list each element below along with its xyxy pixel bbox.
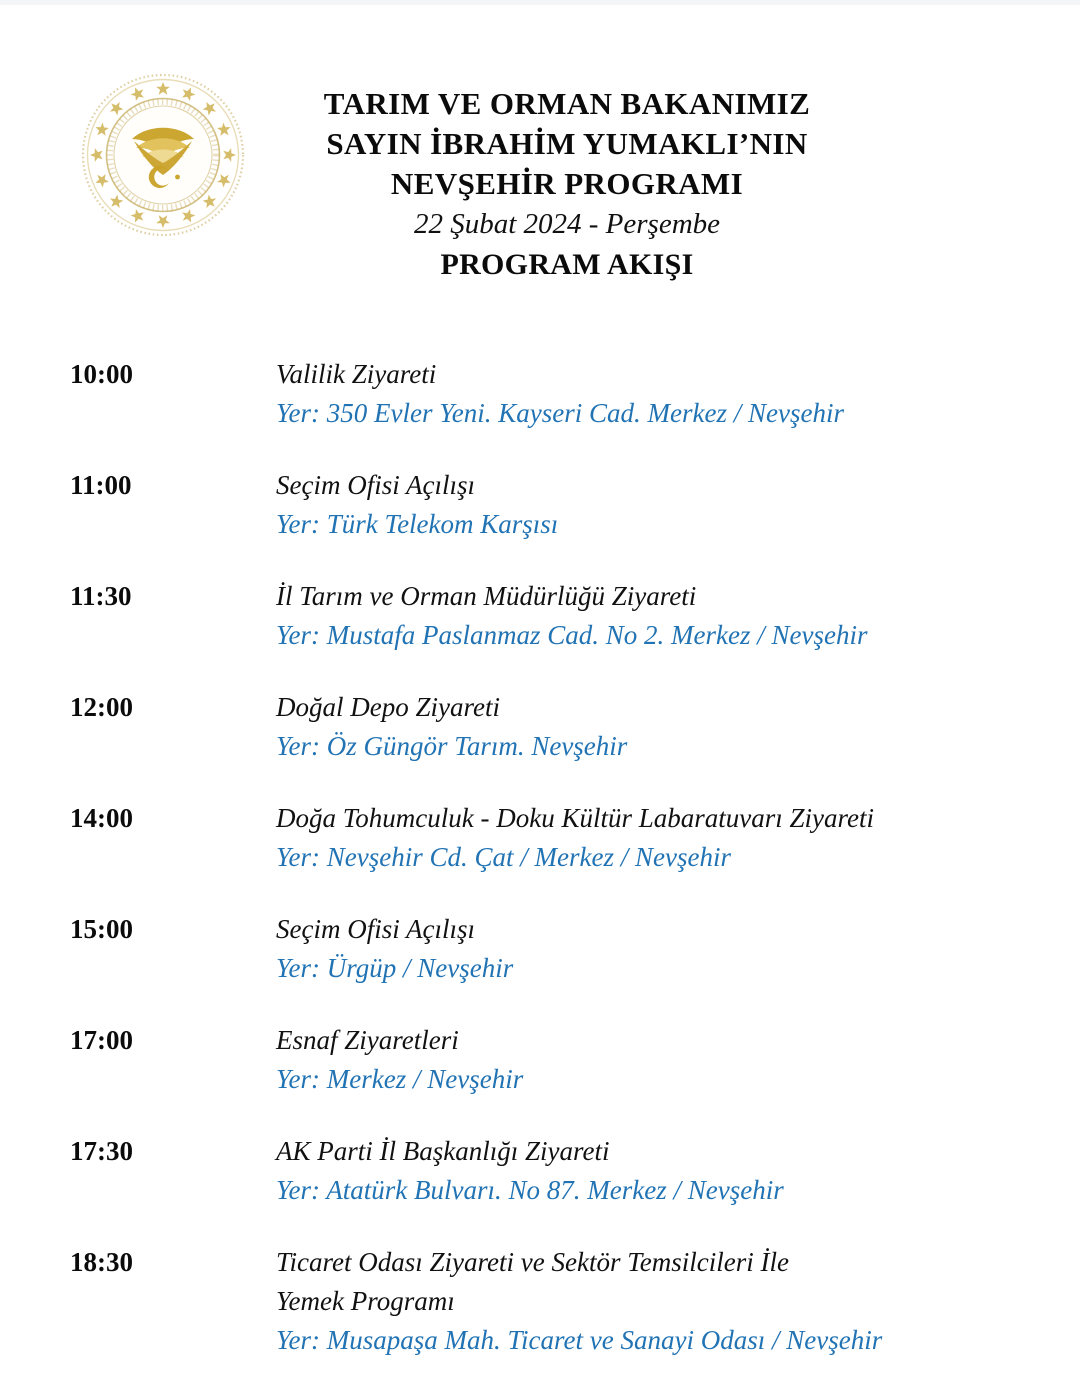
row-body <box>276 688 1080 766</box>
schedule-row <box>0 1021 1080 1099</box>
event-title: AK Parti İl Başkanlığı Ziyareti <box>276 1136 610 1166</box>
row-time: 14:00 <box>70 803 133 833</box>
row-time: 17:30 <box>70 1136 133 1166</box>
row-body <box>276 799 1080 877</box>
row-time: 15:00 <box>70 914 133 944</box>
schedule-row <box>0 910 1080 988</box>
event-location: Yer: Musapaşa Mah. Ticaret ve Sanayi Odası / Nevşehir <box>276 1325 883 1355</box>
schedule-row <box>0 355 1080 433</box>
schedule-row <box>0 799 1080 877</box>
row-body <box>276 466 1080 544</box>
event-title: Ticaret Odası Ziyareti ve Sektör Temsilcileri İle <box>276 1247 789 1277</box>
document-header <box>0 62 1080 292</box>
event-location: Yer: Ürgüp / Nevşehir <box>276 953 514 983</box>
header-title-block <box>262 84 872 285</box>
row-time: 12:00 <box>70 692 133 722</box>
row-body <box>276 355 1080 433</box>
row-body <box>276 1021 1080 1099</box>
event-title: Doğa Tohumculuk - Doku Kültür Labaratuvarı Ziyareti <box>276 803 875 833</box>
event-title: Esnaf Ziyaretleri <box>276 1025 459 1055</box>
event-title: İl Tarım ve Orman Müdürlüğü Ziyareti <box>276 581 697 611</box>
event-title: Seçim Ofisi Açılışı <box>276 470 475 500</box>
event-location: Yer: Nevşehir Cd. Çat / Merkez / Nevşehir <box>276 842 731 872</box>
row-time: 11:00 <box>70 470 132 500</box>
event-location: Yer: Mustafa Paslanmaz Cad. No 2. Merkez / Nevşehir <box>276 620 868 650</box>
schedule-row <box>0 1243 1080 1360</box>
program-subtitle: PROGRAM AKIŞI <box>440 248 694 281</box>
schedule-row <box>0 688 1080 766</box>
row-time: 11:30 <box>70 581 132 611</box>
page-title-line-3: NEVŞEHİR PROGRAMI <box>390 166 744 201</box>
event-title: Valilik Ziyareti <box>276 359 437 389</box>
page-title-line-1: TARIM VE ORMAN BAKANIMIZ <box>323 86 811 121</box>
event-title: Doğal Depo Ziyareti <box>276 692 500 722</box>
schedule-row <box>0 577 1080 655</box>
row-body <box>276 577 1080 655</box>
schedule-row <box>0 466 1080 544</box>
row-time: 10:00 <box>70 359 133 389</box>
event-location: Yer: Türk Telekom Karşısı <box>276 509 559 539</box>
program-schedule-list <box>0 355 1080 1393</box>
schedule-row <box>0 1132 1080 1210</box>
row-body <box>276 910 1080 988</box>
event-location: Yer: 350 Evler Yeni. Kayseri Cad. Merkez / Nevşehir <box>276 398 844 428</box>
event-location: Yer: Öz Güngör Tarım. Nevşehir <box>276 731 628 761</box>
row-time: 18:30 <box>70 1247 133 1277</box>
ministry-emblem-icon <box>78 70 248 240</box>
row-body <box>276 1132 1080 1210</box>
row-body <box>276 1243 1080 1360</box>
page-title-line-2: SAYIN İBRAHİM YUMAKLI’NIN <box>326 126 808 161</box>
event-location: Yer: Atatürk Bulvarı. No 87. Merkez / Nevşehir <box>276 1175 784 1205</box>
page-top-edge-strip <box>0 0 1080 5</box>
event-location: Yer: Merkez / Nevşehir <box>276 1064 524 1094</box>
row-time: 17:00 <box>70 1025 133 1055</box>
program-date: 22 Şubat 2024 - Perşembe <box>413 208 721 240</box>
event-title-continued: Yemek Programı <box>276 1286 455 1316</box>
event-title: Seçim Ofisi Açılışı <box>276 914 475 944</box>
